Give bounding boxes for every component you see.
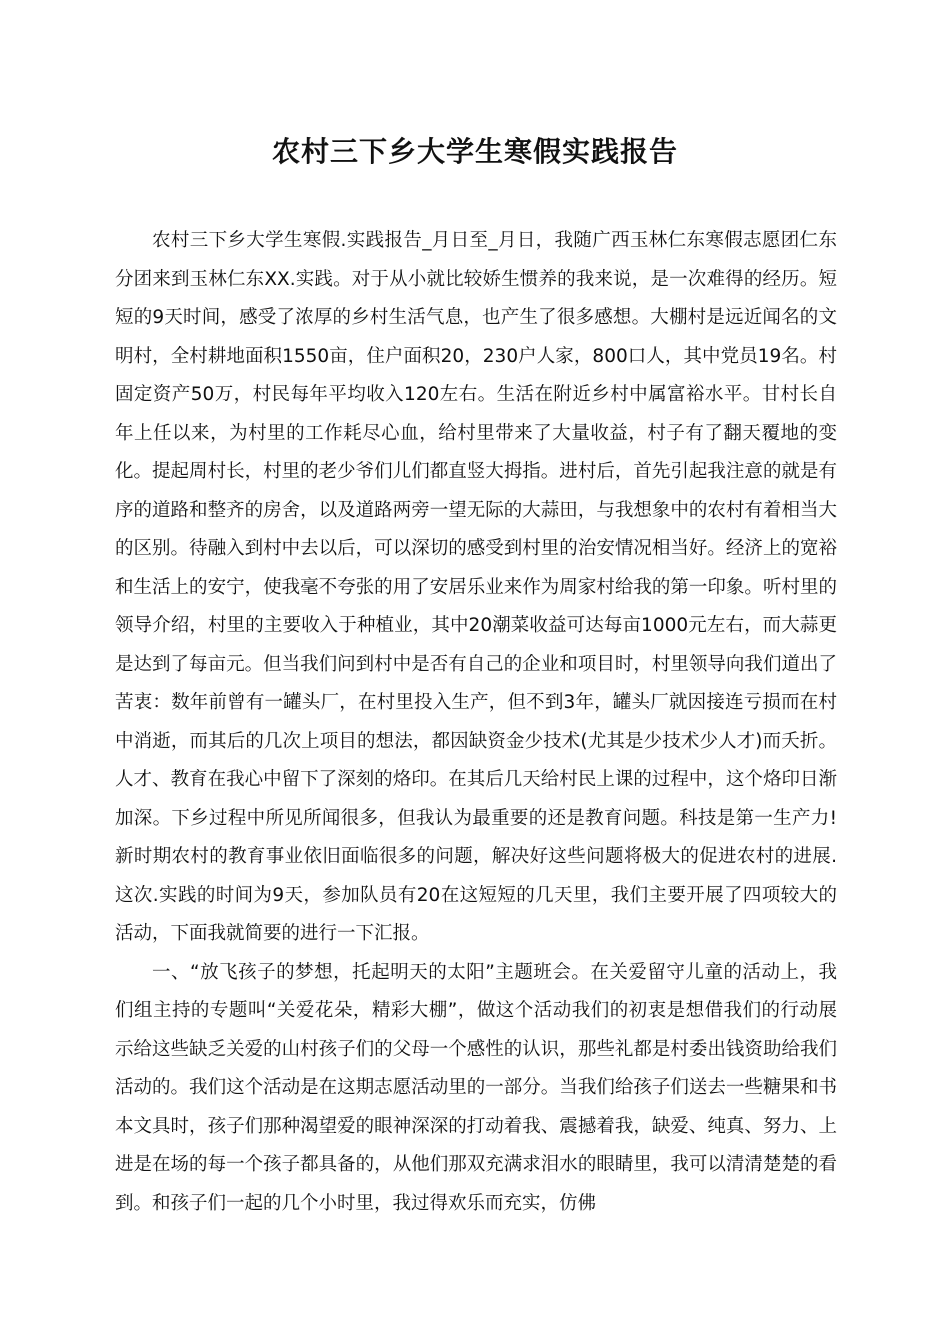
document-title: 农村三下乡大学生寒假实践报告 <box>271 135 678 168</box>
body-paragraph-2: 一、“放飞孩子的梦想，托起明天的太阳”主题班会。在关爱留守儿童的活动上，我们组主持的专题叫“关爱花朵，精彩大棚”，做这个活动我们的初衷是想借我们的行动展示给这些缺乏关爱的山村孩子们的父母一个感性的认识，那些礼都是村委出钱资助给我们活动的。我们这个活动是在这期志愿活动里的一部分。当我们给孩子们送去一些糖果和书本文具时，孩子们那种渴望爱的眼神深深的打动着我、震撼着我，缺爱、纯真、努力、上进是在场的每一个孩子都具备的，从他们那双充满求泪水的眼睛里，我可以清清楚楚的看到。和孩子们一起的几个小时里，我过得欢乐而充实，仿佛 <box>115 961 837 1214</box>
body-paragraph-1: 农村三下乡大学生寒假.实践报告_月日至_月日，我随广西玉林仁东寒假志愿团仁东分团来到玉林仁东XX.实践。对于从小就比较娇生惯养的我来说，是一次难得的经历。短短的9天时间，感受了浓厚的乡村生活气息，也产生了很多感想。大棚村是远近闻名的文明村，全村耕地面积1550亩，住户面积20，230户人家，800口人，其中党员19名。村固定资产50万，村民每年平均收入120左右。生活在附近乡村中属富裕水平。甘村长自年上任以来，为村里的工作耗尽心血，给村里带来了大量收益，村子有了翻天覆地的变化。提起周村长，村里的老少爷们儿们都直竖大拇指。进村后，首先引起我注意的就是有序的道路和整齐的房舍，以及道路两旁一望无际的大蒜田，与我想象中的农村有着相当大的区别。待融入到村中去以后，可以深切的感受到村里的治安情况相当好。经济上的宽裕和生活上的安宁，使我毫不夸张的用了安居乐业来作为周家村给我的第一印象。听村里的领导介绍，村里的主要收入于种植业，其中20潮菜收益可达每亩1000元左右，而大蒜更是达到了每亩元。但当我们问到村中是否有自己的企业和项目时，村里领导向我们道出了苦衷：数年前曾有一罐头厂，在村里投入生产，但不到3年，罐头厂就因接连亏损而在村中消逝，而其后的几次上项目的想法，都因缺资金少技术(尤其是少技术少人才)而夭折。人才、教育在我心中留下了深刻的烙印。在其后几天给村民上课的过程中，这个烙印日渐加深。下乡过程中所见所闻很多，但我认为最重要的还是教育问题。科技是第一生产力!新时期农村的教育事业依旧面临很多的问题，解决好这些问题将极大的促进农村的进展.这次.实践的时间为9天，参加队员有20在这短短的几天里，我们主要开展了四项较大的活动，下面我就简要的进行一下汇报。 <box>115 230 837 944</box>
document-body <box>115 222 837 1223</box>
